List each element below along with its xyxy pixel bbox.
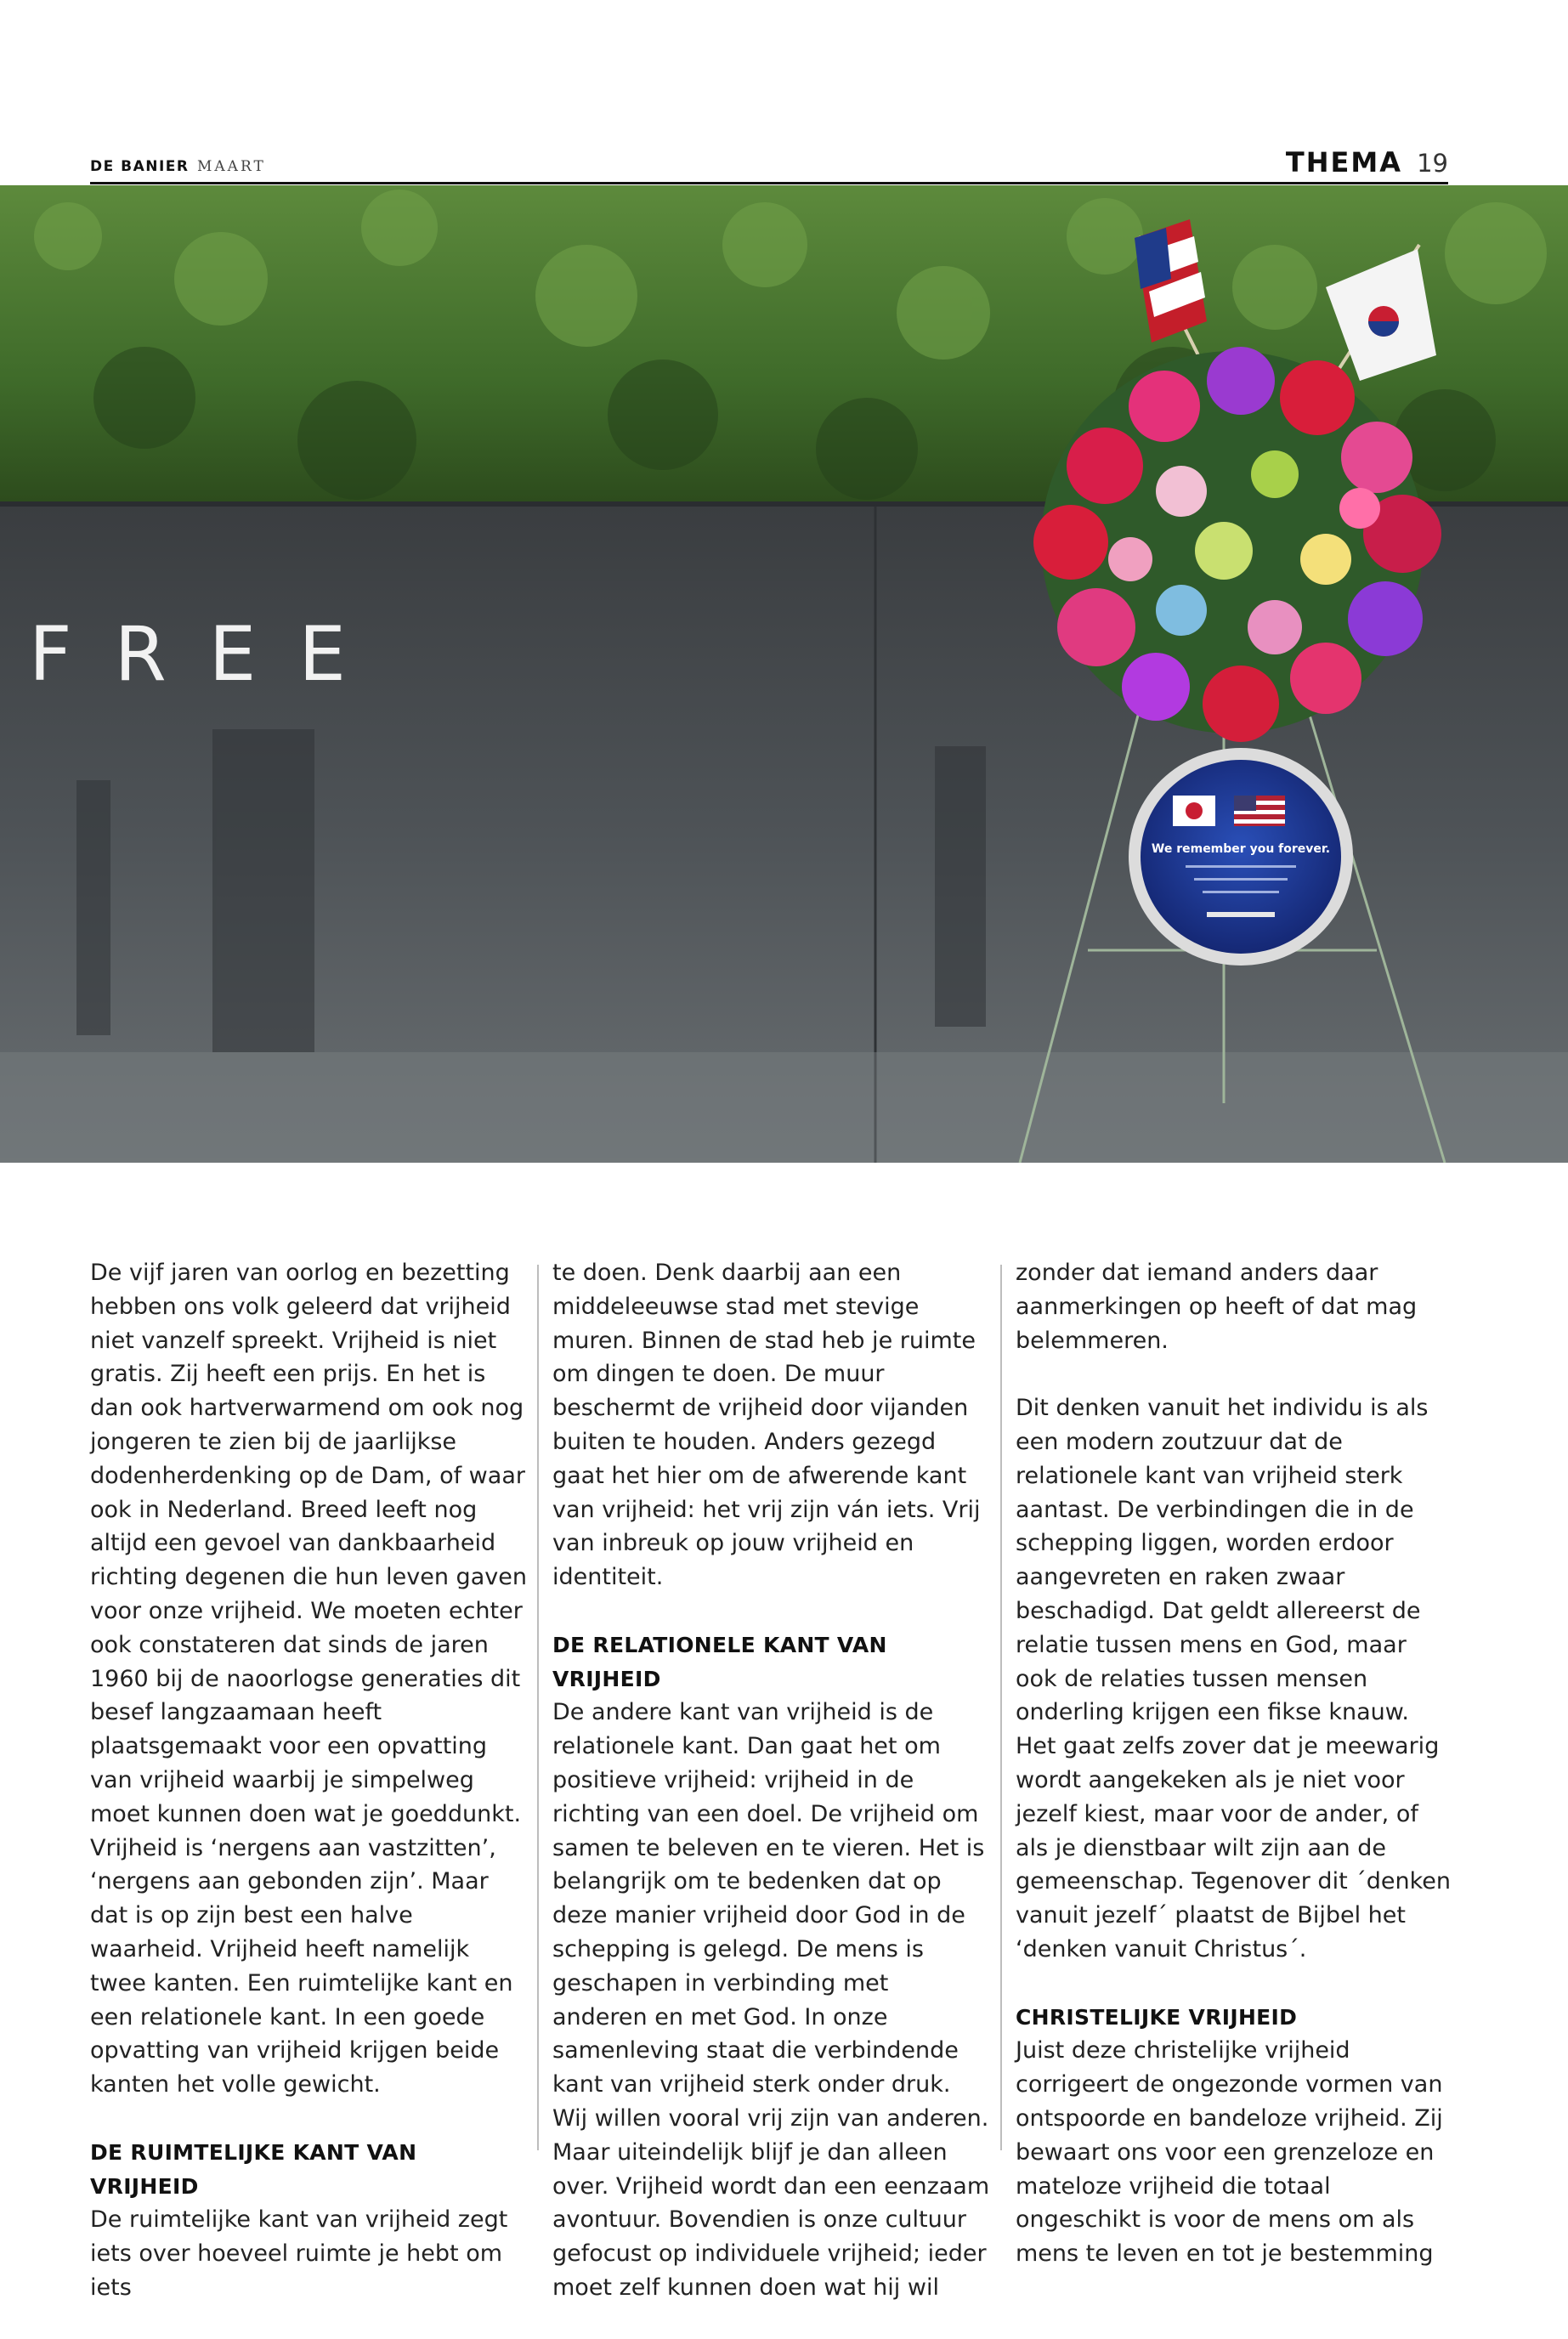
- paragraph: Dit denken vanuit het individu is als een modern zoutzuur dat de relationele kant van vrijheid sterk aantast. De verbindingen die in de schepping liggen, worden erdoor aangevreten en raken zwaar beschadigd. Dat geldt allereerst de relatie tussen mens en God, maar ook de relaties tussen mensen onderling krijgen een fikse knauw. Het gaat zelfs zover dat je meewarig wordt aangekeken als je niet voor jezelf kiest, maar voor de ander, of als je dienstbaar wilt zijn aan de gemeenschap. Tegenover dit ´denken vanuit jezelf´ plaatst de Bijbel het ‘denken vanuit Christus´.: [1016, 1395, 1451, 1962]
- wall-inscription: FREE: [29, 610, 388, 698]
- article-column-3: [1016, 1256, 1453, 2305]
- article-column-1: [90, 1256, 528, 2339]
- article-column-2: [552, 1256, 990, 2339]
- subheading: DE RELATIONELE KANT VAN VRIJHEID: [552, 1632, 887, 1691]
- page-header: [90, 146, 1448, 182]
- header-rule: [90, 182, 1448, 184]
- paragraph: zonder dat iemand anders daar aanmerkingen op heeft of dat mag belemmeren.: [1016, 1260, 1418, 1354]
- paragraph: te doen. Denk daarbij aan een middeleeuwse stad met stevige muren. Binnen de stad heb je ruimte om dingen te doen. De muur beschermt de vrijheid door vijanden buiten te houden. Anders gezegd gaat het hier om de afwerende kant van vrijheid: het vrij zijn ván iets. Vrij van inbreuk op jouw vrijheid en identiteit.: [552, 1260, 981, 1591]
- section-title: THEMA: [1285, 146, 1402, 178]
- subheading: DE RUIMTELIJKE KANT VAN VRIJHEID: [90, 2139, 417, 2199]
- publication-name: DE BANIER: [90, 158, 190, 175]
- paragraph: De ruimtelijke kant van vrijheid zegt iets over hoeveel ruimte je hebt om iets: [90, 2206, 508, 2301]
- column-divider: [1000, 1265, 1002, 2150]
- subheading: CHRISTELIJKE VRIJHEID: [1016, 2004, 1298, 2030]
- memorial-photo: [0, 185, 1568, 1163]
- issue-month: MAART: [197, 158, 266, 175]
- paragraph: De andere kant van vrijheid is de relationele kant. Dan gaat het om positieve vrijheid: vrijheid in de richting van een doel. De vrijheid om samen te beleven en te vieren. Het is belangrijk om te bedenken dat op deze manier vrijheid door God in de schepping is gelegd. De mens is geschapen in verbinding met anderen en met God. In onze samenleving staat die verbindende kant van vrijheid sterk onder druk. Wij willen vooral vrij zijn van anderen. Maar uiteindelijk blijf je dan alleen over. Vrijheid wordt dan een eenzaam avontuur. Bovendien is onze cultuur gefocust op individuele vrijheid; ieder moet zelf kunnen doen wat hij wil: [552, 1699, 990, 2301]
- paragraph: Juist deze christelijke vrijheid corrigeert de ongezonde vormen van ontspoorde en bandeloze vrijheid. Zij bewaart ons voor een grenzeloze en mateloze vrijheid die totaal ongeschikt is voor de mens om als mens te leven en tot je bestemming: [1016, 2037, 1443, 2268]
- column-divider: [537, 1265, 539, 2150]
- plaque-title: We remember you forever.: [1151, 842, 1331, 856]
- page-number: 19: [1417, 149, 1448, 178]
- paragraph: De vijf jaren van oorlog en bezetting hebben ons volk geleerd dat vrijheid niet vanzelf spreekt. Vrijheid is niet gratis. Zij heeft een prijs. En het is dan ook hartverwarmend om ook nog jongeren te zien bij de jaarlijkse dodenherdenking op de Dam, of waar ook in Nederland. Breed leeft nog altijd een gevoel van dankbaarheid richting degenen die hun leven gaven voor onze vrijheid. We moeten echter ook constateren dat sinds de jaren 1960 bij de naoorlogse generaties dit besef langzaamaan heeft plaatsgemaakt voor een opvatting van vrijheid waarbij je simpelweg moet kunnen doen wat je goeddunkt. Vrijheid is ‘nergens aan vastzitten’, ‘nergens aan gebonden zijn’. Maar dat is op zijn best een halve waarheid. Vrijheid heeft namelijk twee kanten. Een ruimtelijke kant en een relationele kant. In een goede opvatting van vrijheid krijgen beide kanten het volle gewicht.: [90, 1260, 527, 2098]
